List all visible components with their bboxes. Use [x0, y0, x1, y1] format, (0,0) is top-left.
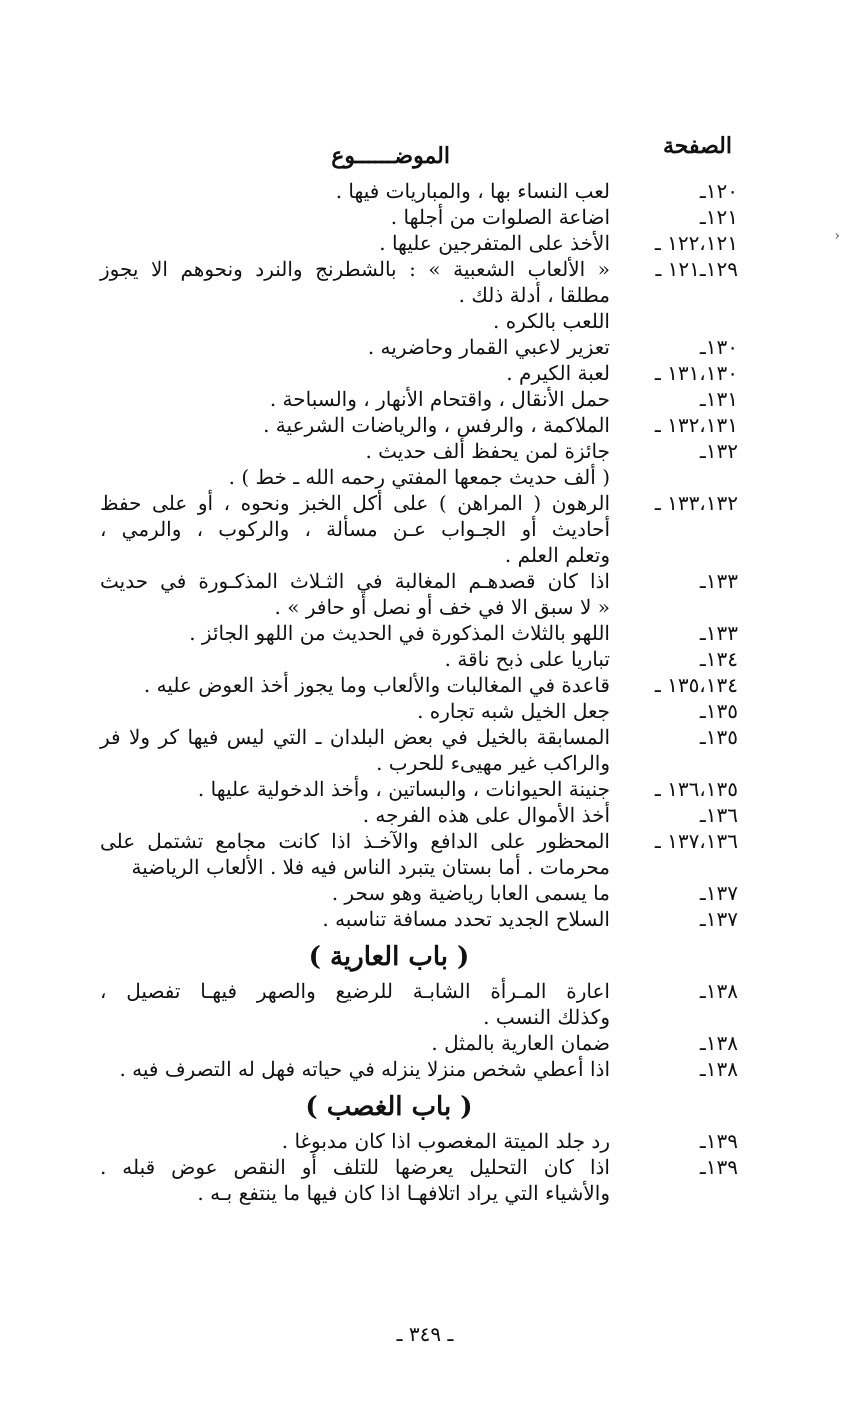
entry-topic-line: وتعلم العلم .: [504, 543, 610, 567]
entry-topic-line: والأشياء التي يراد اتلافهـا اذا كان فيها ما ينتفع بـه .: [197, 1181, 610, 1205]
entry-topic: [100, 490, 620, 568]
entry-topic: [100, 646, 620, 672]
index-entry: [100, 1056, 738, 1082]
entry-topic: [100, 1128, 620, 1154]
index-entry: [100, 646, 738, 672]
entry-page-ref: ١٣٩ـ: [699, 1155, 738, 1179]
entries-main: [100, 178, 738, 932]
index-entry: [100, 978, 738, 1030]
entry-page-ref: ١٣٣،١٣٢ ـ: [654, 491, 738, 515]
entry-topic: [100, 724, 620, 776]
entry-topic-line: الرهون ( المراهن ) على أكل الخبز ونحوه ، أو على حفظ: [100, 491, 610, 515]
entry-page-ref: ١٢٩ـ١٢١ ـ: [655, 257, 738, 281]
entry-topic: [100, 776, 620, 802]
entry-page-ref: ١٣٣ـ: [699, 569, 738, 593]
entries-ariya: [100, 978, 738, 1082]
entry-topic-line: تعزير لاعبي القمار وحاضريه .: [367, 335, 610, 359]
entry-topic: [100, 230, 620, 256]
entry-topic: [100, 698, 620, 724]
entry-topic: [100, 672, 620, 698]
entry-page-ref: ١٣٨ـ: [699, 1031, 738, 1055]
section-title-ariya: ( باب العارية ): [308, 942, 470, 972]
entry-topic-line: اضاعة الصلوات من أجلها .: [390, 205, 610, 229]
entry-topic-line: لعبة الكيرم .: [506, 361, 610, 385]
index-entry: [100, 724, 738, 776]
entry-page-ref: ١٣٦،١٣٥ ـ: [654, 777, 738, 801]
entry-topic: [100, 1154, 620, 1206]
entry-page-ref: ١٣١ـ: [699, 387, 738, 411]
entry-topic-line: وكذلك النسب .: [483, 1005, 610, 1029]
entry-topic: [100, 1056, 620, 1082]
entry-topic-line: أخذ الأموال على هذه الفرجه .: [362, 803, 610, 827]
index-entry: [100, 620, 738, 646]
entry-topic-line: حمل الأنقال ، واقتحام الأنهار ، والسباحة .: [269, 387, 610, 411]
entry-topic-line: ( ألف حديث جمعها المفتي رحمه الله ـ خط ) .: [228, 465, 610, 489]
entry-topic-line: رد جلد الميتة المغصوب اذا كان مدبوغا .: [281, 1129, 610, 1153]
entry-page-ref: ١٣٧ـ: [699, 881, 738, 905]
index-entry: [100, 386, 738, 412]
page-number: ـ ٣٤٩ ـ: [396, 1322, 454, 1346]
entry-page-ref: ١٣٠ـ: [699, 335, 738, 359]
entry-topic: [100, 256, 620, 334]
entry-topic-line: اذا كان التحليل يعرضها للتلف أو النقص عوض قبله .: [100, 1155, 610, 1179]
entry-topic-line: لعب النساء بها ، والمباريات فيها .: [335, 179, 610, 203]
entry-topic-line: قاعدة في المغالبات والألعاب وما يجوز أخذ العوض عليه .: [143, 673, 610, 697]
index-entry: [100, 334, 738, 360]
entry-topic-line: ما يسمى العابا رياضية وهو سحر .: [331, 881, 610, 905]
index-entry: [100, 802, 738, 828]
index-entry: [100, 698, 738, 724]
entry-topic-line: المحظور على الدافع والآخـذ اذا كانت مجامع تشتمل على: [100, 829, 610, 853]
index-entry: [100, 256, 738, 334]
entry-topic-line: تباريا على ذبح ناقة .: [444, 647, 610, 671]
entries-ghasb: [100, 1128, 738, 1206]
entry-topic-line: أحاديث أو الجـواب عـن مسألة ، والركوب ، والرمي ،: [100, 517, 610, 541]
index-entry: [100, 178, 738, 204]
entry-page-ref: ١٣٥ـ: [699, 699, 738, 723]
index-entry: [100, 438, 738, 490]
entry-topic-line: اذا كان قصدهـم المغالبة في الثـلاث المذكـورة في حديث: [100, 569, 610, 593]
entry-topic-line: « الألعاب الشعبية » : بالشطرنج والنرد ونحوهم الا يجوز: [100, 257, 610, 281]
entry-topic-line: المسابقة بالخيل في بعض البلدان ـ التي ليس فيها كر ولا فر: [100, 725, 610, 749]
index-entry: [100, 1128, 738, 1154]
entry-topic-line: جنينة الحيوانات ، والبساتين ، وأخذ الدخولية عليها .: [197, 777, 610, 801]
entry-topic-line: مطلقا ، أدلة ذلك .: [458, 283, 610, 307]
entry-page-ref: ١٢٠ـ: [699, 179, 738, 203]
index-entry: [100, 360, 738, 386]
entry-page-ref: ١٣٨ـ: [699, 1057, 738, 1081]
entry-topic: [100, 620, 620, 646]
index-entry: [100, 412, 738, 438]
entry-topic: [100, 828, 620, 880]
entry-page-ref: ١٣٩ـ: [699, 1129, 738, 1153]
entry-page-ref: ١٣٨ـ: [699, 979, 738, 1003]
entry-page-ref: ١٣٤ـ: [699, 647, 738, 671]
entry-page-ref: ١٣٣ـ: [699, 621, 738, 645]
entry-topic-line: جائزة لمن يحفظ ألف حديث .: [365, 439, 610, 463]
index-entries: [100, 178, 738, 1206]
entry-topic: [100, 204, 620, 230]
entry-topic-line: « لا سبق الا في خف أو نصل أو حافر » .: [274, 595, 610, 619]
index-entry: [100, 672, 738, 698]
entry-topic: [100, 438, 620, 490]
entry-topic-line: ضمان العارية بالمثل .: [431, 1031, 610, 1055]
entry-page-ref: ١٣٢ـ: [699, 439, 738, 463]
entry-topic-line: اعارة المـرأة الشابـة للرضيع والصهر فيهـا تفصيل ،: [100, 979, 610, 1003]
topic-column-header: الموضــــــوع: [331, 143, 450, 169]
entry-topic-line: جعل الخيل شبه تجاره .: [417, 699, 610, 723]
entry-topic-line: والراكب غير مهيىء للحرب .: [376, 751, 610, 775]
entry-page-ref: ١٣١،١٣٠ ـ: [654, 361, 738, 385]
index-entry: [100, 204, 738, 230]
entry-page-ref: ١٣٢،١٣١ ـ: [654, 413, 738, 437]
index-entry: [100, 776, 738, 802]
index-entry: [100, 880, 738, 906]
entry-topic: [100, 386, 620, 412]
section-title-ghasb: ( باب الغصب ): [305, 1092, 473, 1122]
entry-page-ref: ١٣٧ـ: [699, 907, 738, 931]
entry-topic-line: الملاكمة ، والرفس ، والرياضات الشرعية .: [263, 413, 610, 437]
entry-topic-line: اذا أعطي شخص منزلا ينزله في حياته فهل له التصرف فيه .: [119, 1057, 610, 1081]
entry-topic-line: محرمات . أما بستان يتبرد الناس فيه فلا . الألعاب الرياضية: [131, 855, 610, 879]
index-entry: [100, 906, 738, 932]
index-entry: [100, 1154, 738, 1206]
entry-topic: [100, 360, 620, 386]
index-entry: [100, 1030, 738, 1056]
entry-topic: [100, 978, 620, 1030]
entry-topic: [100, 906, 620, 932]
entry-topic: [100, 880, 620, 906]
margin-mark: ›: [834, 228, 840, 244]
entry-topic-line: اللهو بالثلاث المذكورة في الحديث من اللهو الجائز .: [189, 621, 610, 645]
entry-topic: [100, 1030, 620, 1056]
entry-topic: [100, 334, 620, 360]
page-column-header: الصفحة: [662, 133, 732, 159]
entry-topic-line: اللعب بالكره .: [493, 309, 610, 333]
entry-topic-line: الأخذ على المتفرجين عليها .: [379, 231, 610, 255]
entry-topic: [100, 802, 620, 828]
entry-page-ref: ١٣٦ـ: [699, 803, 738, 827]
entry-page-ref: ١٣٧،١٣٦ ـ: [654, 829, 738, 853]
index-entry: [100, 230, 738, 256]
entry-topic: [100, 178, 620, 204]
index-entry: [100, 568, 738, 620]
entry-topic: [100, 412, 620, 438]
entry-topic: [100, 568, 620, 620]
entry-page-ref: ١٣٥،١٣٤ ـ: [654, 673, 738, 697]
entry-page-ref: ١٢١ـ: [699, 205, 738, 229]
entry-topic-line: السلاح الجديد تحدد مسافة تناسبه .: [322, 907, 610, 931]
index-entry: [100, 828, 738, 880]
entry-page-ref: ١٢٢،١٢١ ـ: [654, 231, 738, 255]
index-entry: [100, 490, 738, 568]
entry-page-ref: ١٣٥ـ: [699, 725, 738, 749]
